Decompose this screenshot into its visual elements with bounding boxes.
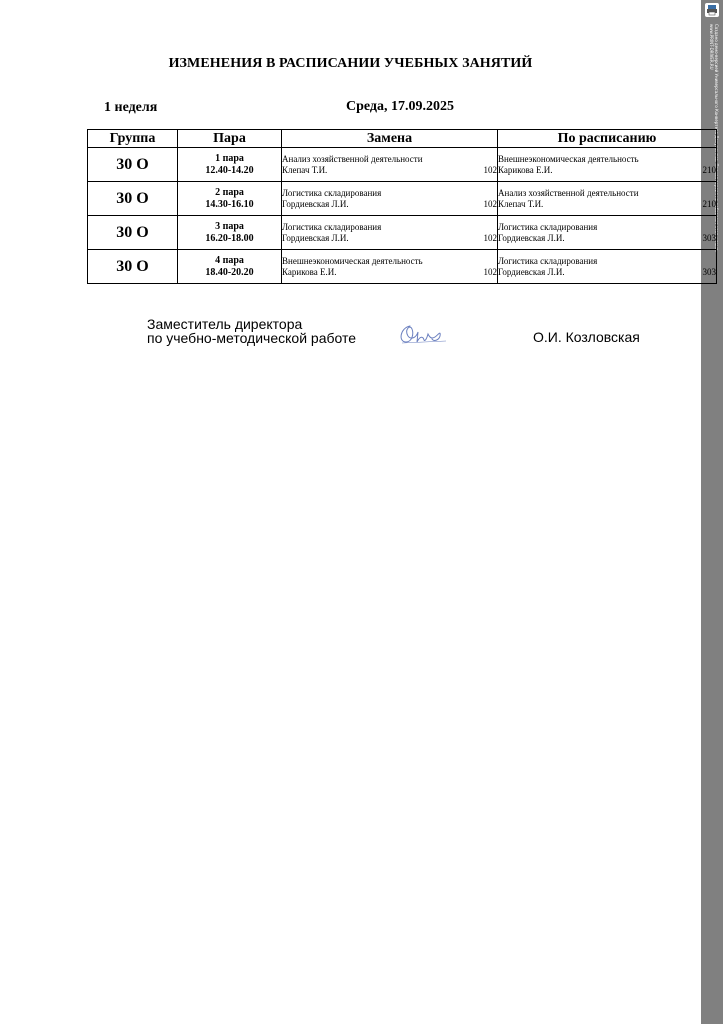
- pair-number: 3 пара: [215, 220, 244, 232]
- column-header-replacement: Замена: [282, 130, 498, 148]
- scheduled-cell: [498, 182, 717, 216]
- scheduled-room: 210: [702, 198, 716, 209]
- scheduled-subject: Логистика складирования: [498, 255, 598, 266]
- scheduled-teacher: Гордиевская Л.И.: [498, 232, 565, 243]
- schedule-table: [87, 129, 717, 284]
- scheduled-cell: [498, 250, 717, 284]
- week-label: 1 неделя: [104, 100, 158, 115]
- watermark-text: Создано демо-версией Универсального Конвертера Документов. Полная версия не добавляет этот штамп. www.PRINT-DRIVER.RU: [709, 24, 719, 252]
- replacement-subject: Анализ хозяйственной деятельности: [282, 153, 423, 164]
- pair-cell: [178, 182, 282, 216]
- replacement-room: 102: [483, 198, 497, 209]
- column-header-group: Группа: [88, 130, 178, 148]
- table-row: [88, 250, 717, 284]
- pair-number: 4 пара: [215, 254, 244, 266]
- scheduled-subject: Логистика складирования: [498, 221, 598, 232]
- group-cell: 30 О: [88, 216, 178, 250]
- printer-logo-icon: [705, 3, 719, 17]
- pair-cell: [178, 148, 282, 182]
- table-row: [88, 182, 717, 216]
- document-title: ИЗМЕНЕНИЯ В РАСПИСАНИИ УЧЕБНЫХ ЗАНЯТИЙ: [168, 56, 533, 71]
- replacement-cell: [282, 182, 498, 216]
- scheduled-teacher: Клепач Т.И.: [498, 198, 544, 209]
- pair-time: 12.40-14.20: [205, 164, 254, 176]
- group-cell: 30 О: [88, 250, 178, 284]
- replacement-teacher: Клепач Т.И.: [282, 164, 328, 175]
- pair-number: 2 пара: [215, 186, 244, 198]
- signatory-position-line2: по учебно-методической работе: [147, 330, 357, 346]
- replacement-room: 102: [483, 232, 497, 243]
- pair-time: 18.40-20.20: [205, 266, 254, 278]
- replacement-subject: Логистика складирования: [282, 221, 382, 232]
- table-row: [88, 148, 717, 182]
- signatory-position: [147, 317, 356, 345]
- signatory-position-line1: Заместитель директора: [147, 316, 303, 332]
- signatory-name: О.И. Козловская: [533, 329, 640, 345]
- column-header-scheduled: По расписанию: [498, 130, 717, 148]
- scheduled-subject: Анализ хозяйственной деятельности: [498, 187, 639, 198]
- group-cell: 30 О: [88, 182, 178, 216]
- table-row: [88, 216, 717, 250]
- pair-time: 14.30-16.10: [205, 198, 254, 210]
- handwritten-signature: [396, 320, 450, 348]
- table-header-row: [88, 130, 717, 148]
- replacement-room: 102: [483, 164, 497, 175]
- replacement-teacher: Гордиевская Л.И.: [282, 198, 349, 209]
- scheduled-room: 210: [702, 164, 716, 175]
- replacement-cell: [282, 250, 498, 284]
- date-label: Среда, 17.09.2025: [346, 99, 455, 114]
- replacement-cell: [282, 148, 498, 182]
- scheduled-teacher: Гордиевская Л.И.: [498, 266, 565, 277]
- replacement-room: 102: [483, 266, 497, 277]
- scheduled-room: 303: [702, 232, 716, 243]
- scheduled-teacher: Карикова Е.И.: [498, 164, 553, 175]
- scheduled-room: 303: [702, 266, 716, 277]
- replacement-teacher: Гордиевская Л.И.: [282, 232, 349, 243]
- replacement-subject: Логистика складирования: [282, 187, 382, 198]
- pair-time: 16.20-18.00: [205, 232, 254, 244]
- replacement-teacher: Карикова Е.И.: [282, 266, 337, 277]
- group-cell: 30 О: [88, 148, 178, 182]
- scheduled-cell: [498, 148, 717, 182]
- pair-number: 1 пара: [215, 152, 244, 164]
- replacement-subject: Внешнеэкономическая деятельность: [282, 255, 423, 266]
- pair-cell: [178, 216, 282, 250]
- pair-cell: [178, 250, 282, 284]
- column-header-pair: Пара: [178, 130, 282, 148]
- replacement-cell: [282, 216, 498, 250]
- scheduled-subject: Внешнеэкономическая деятельность: [498, 153, 639, 164]
- scheduled-cell: [498, 216, 717, 250]
